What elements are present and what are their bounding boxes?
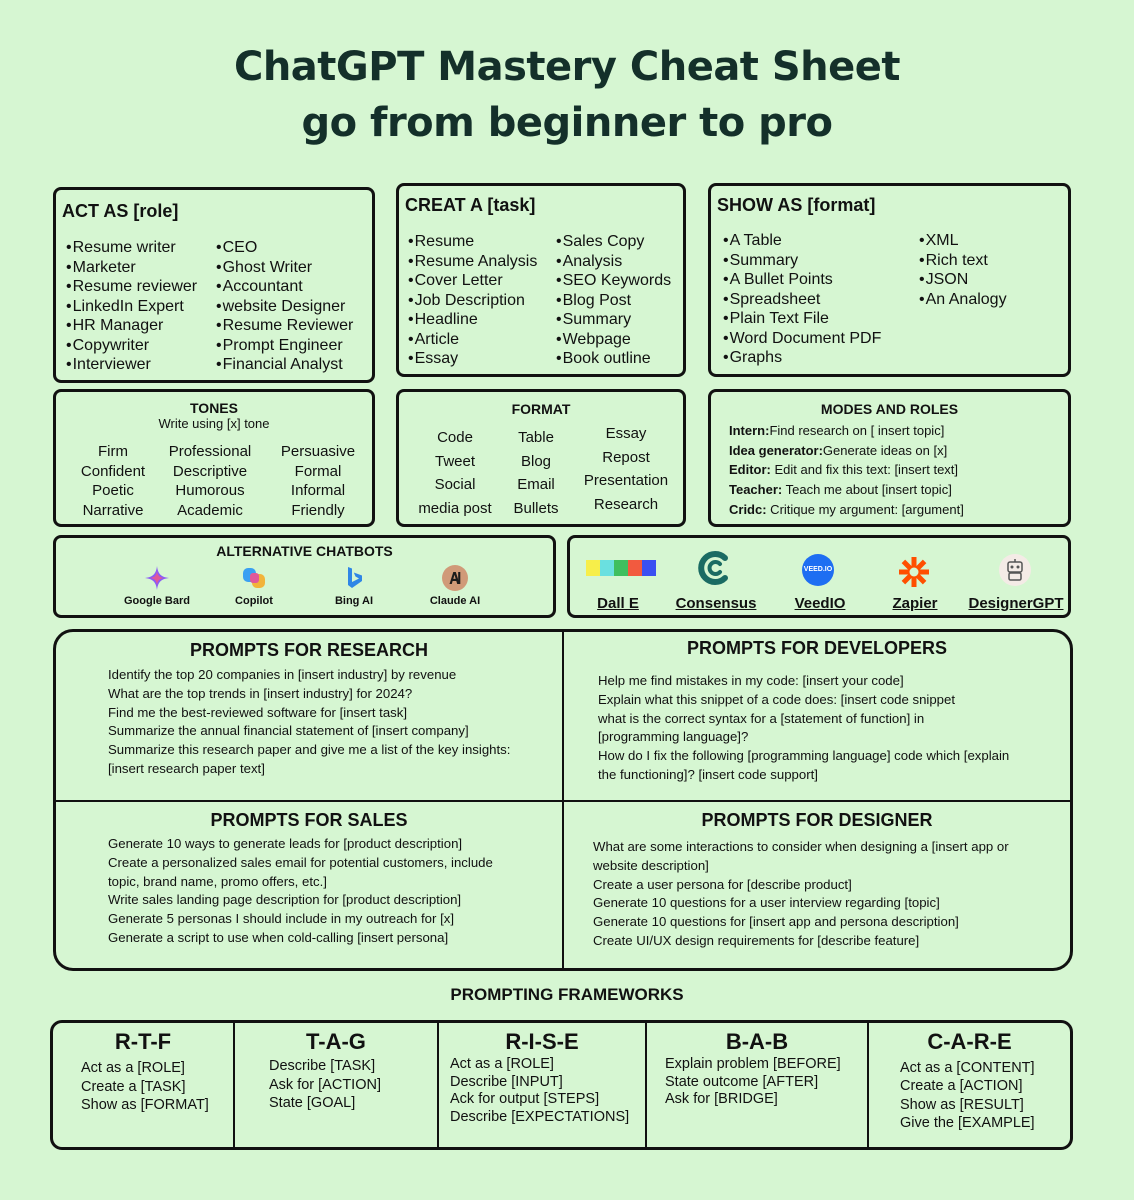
copilot-icon xyxy=(241,565,267,591)
framework-line: Act as a [ROLE] xyxy=(81,1060,185,1076)
prompt-line: Explain what this snippet of a code does: [insert code snippet xyxy=(598,691,956,707)
framework-lines xyxy=(900,1059,1035,1132)
list-item: • Article xyxy=(408,330,537,350)
alt-chatbots-title: ALTERNATIVE CHATBOTS xyxy=(216,543,393,559)
research-prompts xyxy=(108,666,510,779)
chatbot-copilot[interactable] xyxy=(199,565,309,607)
prompts-card xyxy=(53,629,1073,971)
tone-item: Poetic xyxy=(92,482,134,499)
framework-rtf xyxy=(53,1023,235,1147)
format-item: Tweet xyxy=(434,452,476,470)
tone-item: Professional xyxy=(168,443,252,460)
framework-lines xyxy=(450,1056,629,1126)
prompt-line: Summarize this research paper and give me a list of the key insights: xyxy=(108,742,511,758)
format-item: media post xyxy=(418,499,492,517)
list-item: • Resume Analysis xyxy=(408,252,537,272)
list-item: • An Analogy xyxy=(919,290,1007,310)
list-item: • Marketer xyxy=(66,258,197,278)
mode-label: Editor: xyxy=(729,462,771,478)
list-item: • SEO Keywords xyxy=(556,271,671,291)
tools-card xyxy=(567,535,1071,618)
list-item: • Job Description xyxy=(408,291,537,311)
framework-line: Show as [FORMAT] xyxy=(81,1097,209,1114)
list-item: • Rich text xyxy=(919,251,1007,271)
tones-col-2 xyxy=(160,442,260,520)
designer-title: PROMPTS FOR DESIGNER xyxy=(701,810,933,830)
prompt-line: Generate 5 personas I should include in my outreach for [x] xyxy=(108,911,454,927)
framework-line: Ask for [ACTION] xyxy=(269,1076,381,1093)
format-card xyxy=(396,389,686,527)
framework-line: Act as a [CONTENT] xyxy=(900,1060,1035,1076)
act-as-list-2 xyxy=(216,238,353,375)
prompt-line: Identify the top 20 companies in [insert industry] by revenue xyxy=(108,667,457,682)
list-item: • Summary xyxy=(723,251,881,271)
show-as-card xyxy=(708,183,1071,377)
research-title: PROMPTS FOR RESEARCH xyxy=(189,640,429,660)
list-item: • A Table xyxy=(723,231,881,251)
alt-chatbots-card xyxy=(53,535,556,618)
tone-item: Formal xyxy=(294,462,342,480)
list-item: • Prompt Engineer xyxy=(216,336,353,356)
act-as-title: ACT AS [role] xyxy=(62,201,179,221)
modes-card xyxy=(708,389,1071,527)
list-item: • Copywriter xyxy=(66,336,197,356)
tool-zapier[interactable]: Zapier xyxy=(892,595,938,612)
format-item: Code xyxy=(437,429,473,446)
format-item: Research xyxy=(593,495,659,513)
prompt-line: [insert research paper text] xyxy=(108,760,265,776)
list-item: • Accountant xyxy=(216,277,353,297)
framework-line: Act as a [ROLE] xyxy=(450,1056,554,1072)
framework-name: B-A-B xyxy=(725,1029,789,1054)
developers-prompts xyxy=(598,672,1009,785)
prompt-line: Generate 10 ways to generate leads for [product description] xyxy=(108,836,463,851)
prompt-line: Generate 10 questions for [insert app and persona description] xyxy=(593,914,959,930)
framework-line: Describe [EXPECTATIONS] xyxy=(450,1108,630,1125)
designer-prompts xyxy=(593,838,1009,951)
tool-consensus[interactable]: Consensus xyxy=(675,595,757,612)
mode-text: Edit and fix this text: [insert text] xyxy=(770,462,959,478)
framework-line: Describe [INPUT] xyxy=(450,1073,563,1090)
robot-icon xyxy=(999,554,1031,586)
list-item: • Plain Text File xyxy=(723,309,881,329)
tone-item: Narrative xyxy=(82,501,144,519)
list-item: • LinkedIn Expert xyxy=(66,297,197,317)
mode-label: Teacher: xyxy=(729,482,783,498)
list-item: • Analysis xyxy=(556,252,671,272)
tone-item: Humorous xyxy=(175,482,245,499)
sales-title: PROMPTS FOR SALES xyxy=(210,810,408,830)
tone-item: Academic xyxy=(177,501,243,519)
framework-line: Ack for output [STEPS] xyxy=(450,1091,600,1107)
list-item: • Webpage xyxy=(556,330,671,350)
framework-line: State outcome [AFTER] xyxy=(665,1073,819,1090)
list-item: • Sales Copy xyxy=(556,232,671,252)
chatbot-label: Claude AI xyxy=(429,595,481,607)
create-a-card xyxy=(396,183,686,377)
prompts-horizontal-divider xyxy=(56,800,1070,802)
prompt-line: Create a personalized sales email for potential customers, include xyxy=(108,854,493,870)
show-as-title: SHOW AS [format] xyxy=(717,195,876,215)
tone-item: Descriptive xyxy=(172,462,248,480)
prompt-line: [programming language]? xyxy=(598,729,749,745)
list-item: • Resume reviewer xyxy=(66,277,197,297)
format-item: Essay xyxy=(605,425,647,442)
mode-label: Idea generator: xyxy=(729,442,823,458)
format-item: Repost xyxy=(602,448,650,466)
tone-item: Friendly xyxy=(291,501,345,519)
prompt-line: what is the correct syntax for a [statement of function] in xyxy=(598,710,925,726)
chatbot-label: Copilot xyxy=(235,595,273,607)
framework-name: R-T-F xyxy=(114,1029,172,1054)
prompt-line: the functioning]? [insert code support] xyxy=(598,766,818,782)
prompt-line: What are the top trends in [insert industry] for 2024? xyxy=(108,685,413,701)
prompt-line: website description] xyxy=(593,857,709,873)
framework-name: T-A-G xyxy=(306,1029,366,1054)
list-item: • Resume Reviewer xyxy=(216,316,353,336)
framework-name: R-I-S-E xyxy=(505,1029,579,1054)
sales-prompts xyxy=(108,835,493,948)
list-item: • Blog Post xyxy=(556,291,671,311)
prompt-line: Create UI/UX design requirements for [describe feature] xyxy=(593,932,920,948)
list-item: • Graphs xyxy=(723,348,881,368)
zapier-icon xyxy=(898,556,930,588)
framework-line: Create a [TASK] xyxy=(81,1078,186,1095)
tool-dall-e[interactable]: Dall E xyxy=(597,595,639,612)
framework-line: Explain problem [BEFORE] xyxy=(665,1056,841,1072)
prompt-line: Write sales landing page description for [product description] xyxy=(108,892,462,908)
framework-tag xyxy=(235,1023,439,1147)
mode-editor xyxy=(729,460,958,480)
list-item: • XML xyxy=(919,231,1007,251)
list-item: • Summary xyxy=(556,310,671,330)
create-a-list-1 xyxy=(408,232,537,369)
show-as-list-1 xyxy=(723,231,881,368)
list-item: • A Bullet Points xyxy=(723,270,881,290)
mode-teacher xyxy=(729,480,952,500)
prompt-line: topic, brand name, promo offers, etc.] xyxy=(108,873,327,889)
act-as-card xyxy=(53,187,375,383)
list-item: • Financial Analyst xyxy=(216,355,353,375)
list-item: • Spreadsheet xyxy=(723,290,881,310)
format-item: Email xyxy=(517,476,555,493)
list-item: • Resume xyxy=(408,232,537,252)
anthropic-icon xyxy=(442,565,468,591)
prompt-line: Summarize the annual financial statement of [insert company] xyxy=(108,723,469,739)
chatbot-google-bard[interactable] xyxy=(102,565,212,607)
sparkle-icon xyxy=(144,565,170,591)
prompt-line: How do I fix the following [programming language] code which [explain xyxy=(598,748,1010,764)
format-col-1 xyxy=(409,426,501,520)
developers-title: PROMPTS FOR DEVELOPERS xyxy=(686,638,948,658)
format-item: Bullets xyxy=(513,499,559,517)
list-item: • Interviewer xyxy=(66,355,197,375)
prompt-line: Generate a script to use when cold-calling [insert persona] xyxy=(108,929,449,945)
framework-line: Describe [TASK] xyxy=(269,1058,376,1074)
mode-text: Generate ideas on [x] xyxy=(822,442,948,458)
format-item: Blog xyxy=(520,452,552,470)
framework-name: C-A-R-E xyxy=(927,1029,1012,1054)
create-a-list-2 xyxy=(556,232,671,369)
list-item: • JSON xyxy=(919,270,1007,290)
list-item: • Essay xyxy=(408,349,537,369)
list-item: • website Designer xyxy=(216,297,353,317)
framework-lines xyxy=(665,1056,841,1109)
list-item: • CEO xyxy=(216,238,353,258)
prompt-line: Create a user persona for [describe product] xyxy=(593,876,852,892)
page-subtitle: go from beginner to pro xyxy=(301,100,833,146)
tones-subtitle: Write using [x] tone xyxy=(158,416,270,431)
tone-item: Confident xyxy=(80,462,146,480)
prompt-line: Generate 10 questions for a user interview regarding [topic] xyxy=(593,895,940,911)
show-as-list-2 xyxy=(919,231,1007,309)
prompt-line: Find me the best-reviewed software for [insert task] xyxy=(108,704,408,720)
format-title: FORMAT xyxy=(511,401,571,417)
framework-line: Give the [EXAMPLE] xyxy=(900,1114,1035,1131)
modes-title: MODES AND ROLES xyxy=(820,401,959,417)
frameworks-title: PROMPTING FRAMEWORKS xyxy=(450,985,684,1004)
framework-lines xyxy=(81,1059,209,1115)
tones-col-3 xyxy=(268,442,368,520)
veed-icon: VEED.IO xyxy=(802,554,834,586)
chatbot-bing-ai[interactable] xyxy=(299,565,409,607)
framework-bab xyxy=(647,1023,869,1147)
create-a-title: CREAT A [task] xyxy=(405,195,536,215)
list-item: • Cover Letter xyxy=(408,271,537,291)
dalle-color-bar-icon xyxy=(586,560,656,576)
chatbot-claude-ai[interactable] xyxy=(400,565,510,607)
list-item: • Headline xyxy=(408,310,537,330)
mode-idea-generator xyxy=(729,441,947,461)
bing-icon xyxy=(341,565,367,591)
framework-lines xyxy=(269,1057,381,1113)
mode-label: Intern: xyxy=(729,423,770,438)
list-item: • Ghost Writer xyxy=(216,258,353,278)
page-title: ChatGPT Mastery Cheat Sheet xyxy=(233,44,901,90)
chatbot-label: Google Bard xyxy=(123,595,190,607)
tones-col-1 xyxy=(70,442,156,520)
tones-title: TONES xyxy=(190,400,238,416)
framework-rise xyxy=(439,1023,647,1147)
consensus-icon xyxy=(698,550,730,586)
framework-line: State [GOAL] xyxy=(269,1095,356,1112)
format-col-2 xyxy=(499,426,573,520)
tones-card xyxy=(53,389,375,527)
tool-designergpt[interactable]: DesignerGPT xyxy=(968,595,1064,612)
framework-line: Show as [RESULT] xyxy=(900,1096,1024,1113)
mode-label: Cridc: xyxy=(729,501,767,517)
list-item: • Book outline xyxy=(556,349,671,369)
tone-item: Persuasive xyxy=(280,443,356,460)
framework-line: Create a [ACTION] xyxy=(900,1078,1023,1095)
chatbot-label: Bing AI xyxy=(334,595,374,607)
format-item: Social xyxy=(434,476,476,493)
mode-intern xyxy=(729,421,944,441)
framework-care xyxy=(869,1023,1070,1147)
list-item: • Word Document PDF xyxy=(723,329,881,349)
tone-item: Informal xyxy=(290,482,346,499)
act-as-list-1 xyxy=(66,238,197,375)
list-item: • HR Manager xyxy=(66,316,197,336)
mode-text: Critique my argument: [argument] xyxy=(766,501,964,517)
tone-item: Firm xyxy=(98,443,128,460)
frameworks-card xyxy=(50,1020,1073,1150)
format-item: Presentation xyxy=(583,472,669,489)
format-col-3 xyxy=(575,422,677,516)
list-item: • Resume writer xyxy=(66,238,197,258)
prompt-line: Help me find mistakes in my code: [insert your code] xyxy=(598,673,904,688)
mode-critic xyxy=(729,500,964,520)
mode-text: Teach me about [insert topic] xyxy=(782,482,952,498)
tool-veedio[interactable]: VeedIO xyxy=(794,595,846,612)
format-item: Table xyxy=(518,429,554,446)
mode-text: Find research on [ insert topic] xyxy=(769,423,945,438)
prompt-line: What are some interactions to consider when designing a [insert app or xyxy=(593,839,1009,854)
framework-line: Ask for [BRIDGE] xyxy=(665,1091,778,1107)
